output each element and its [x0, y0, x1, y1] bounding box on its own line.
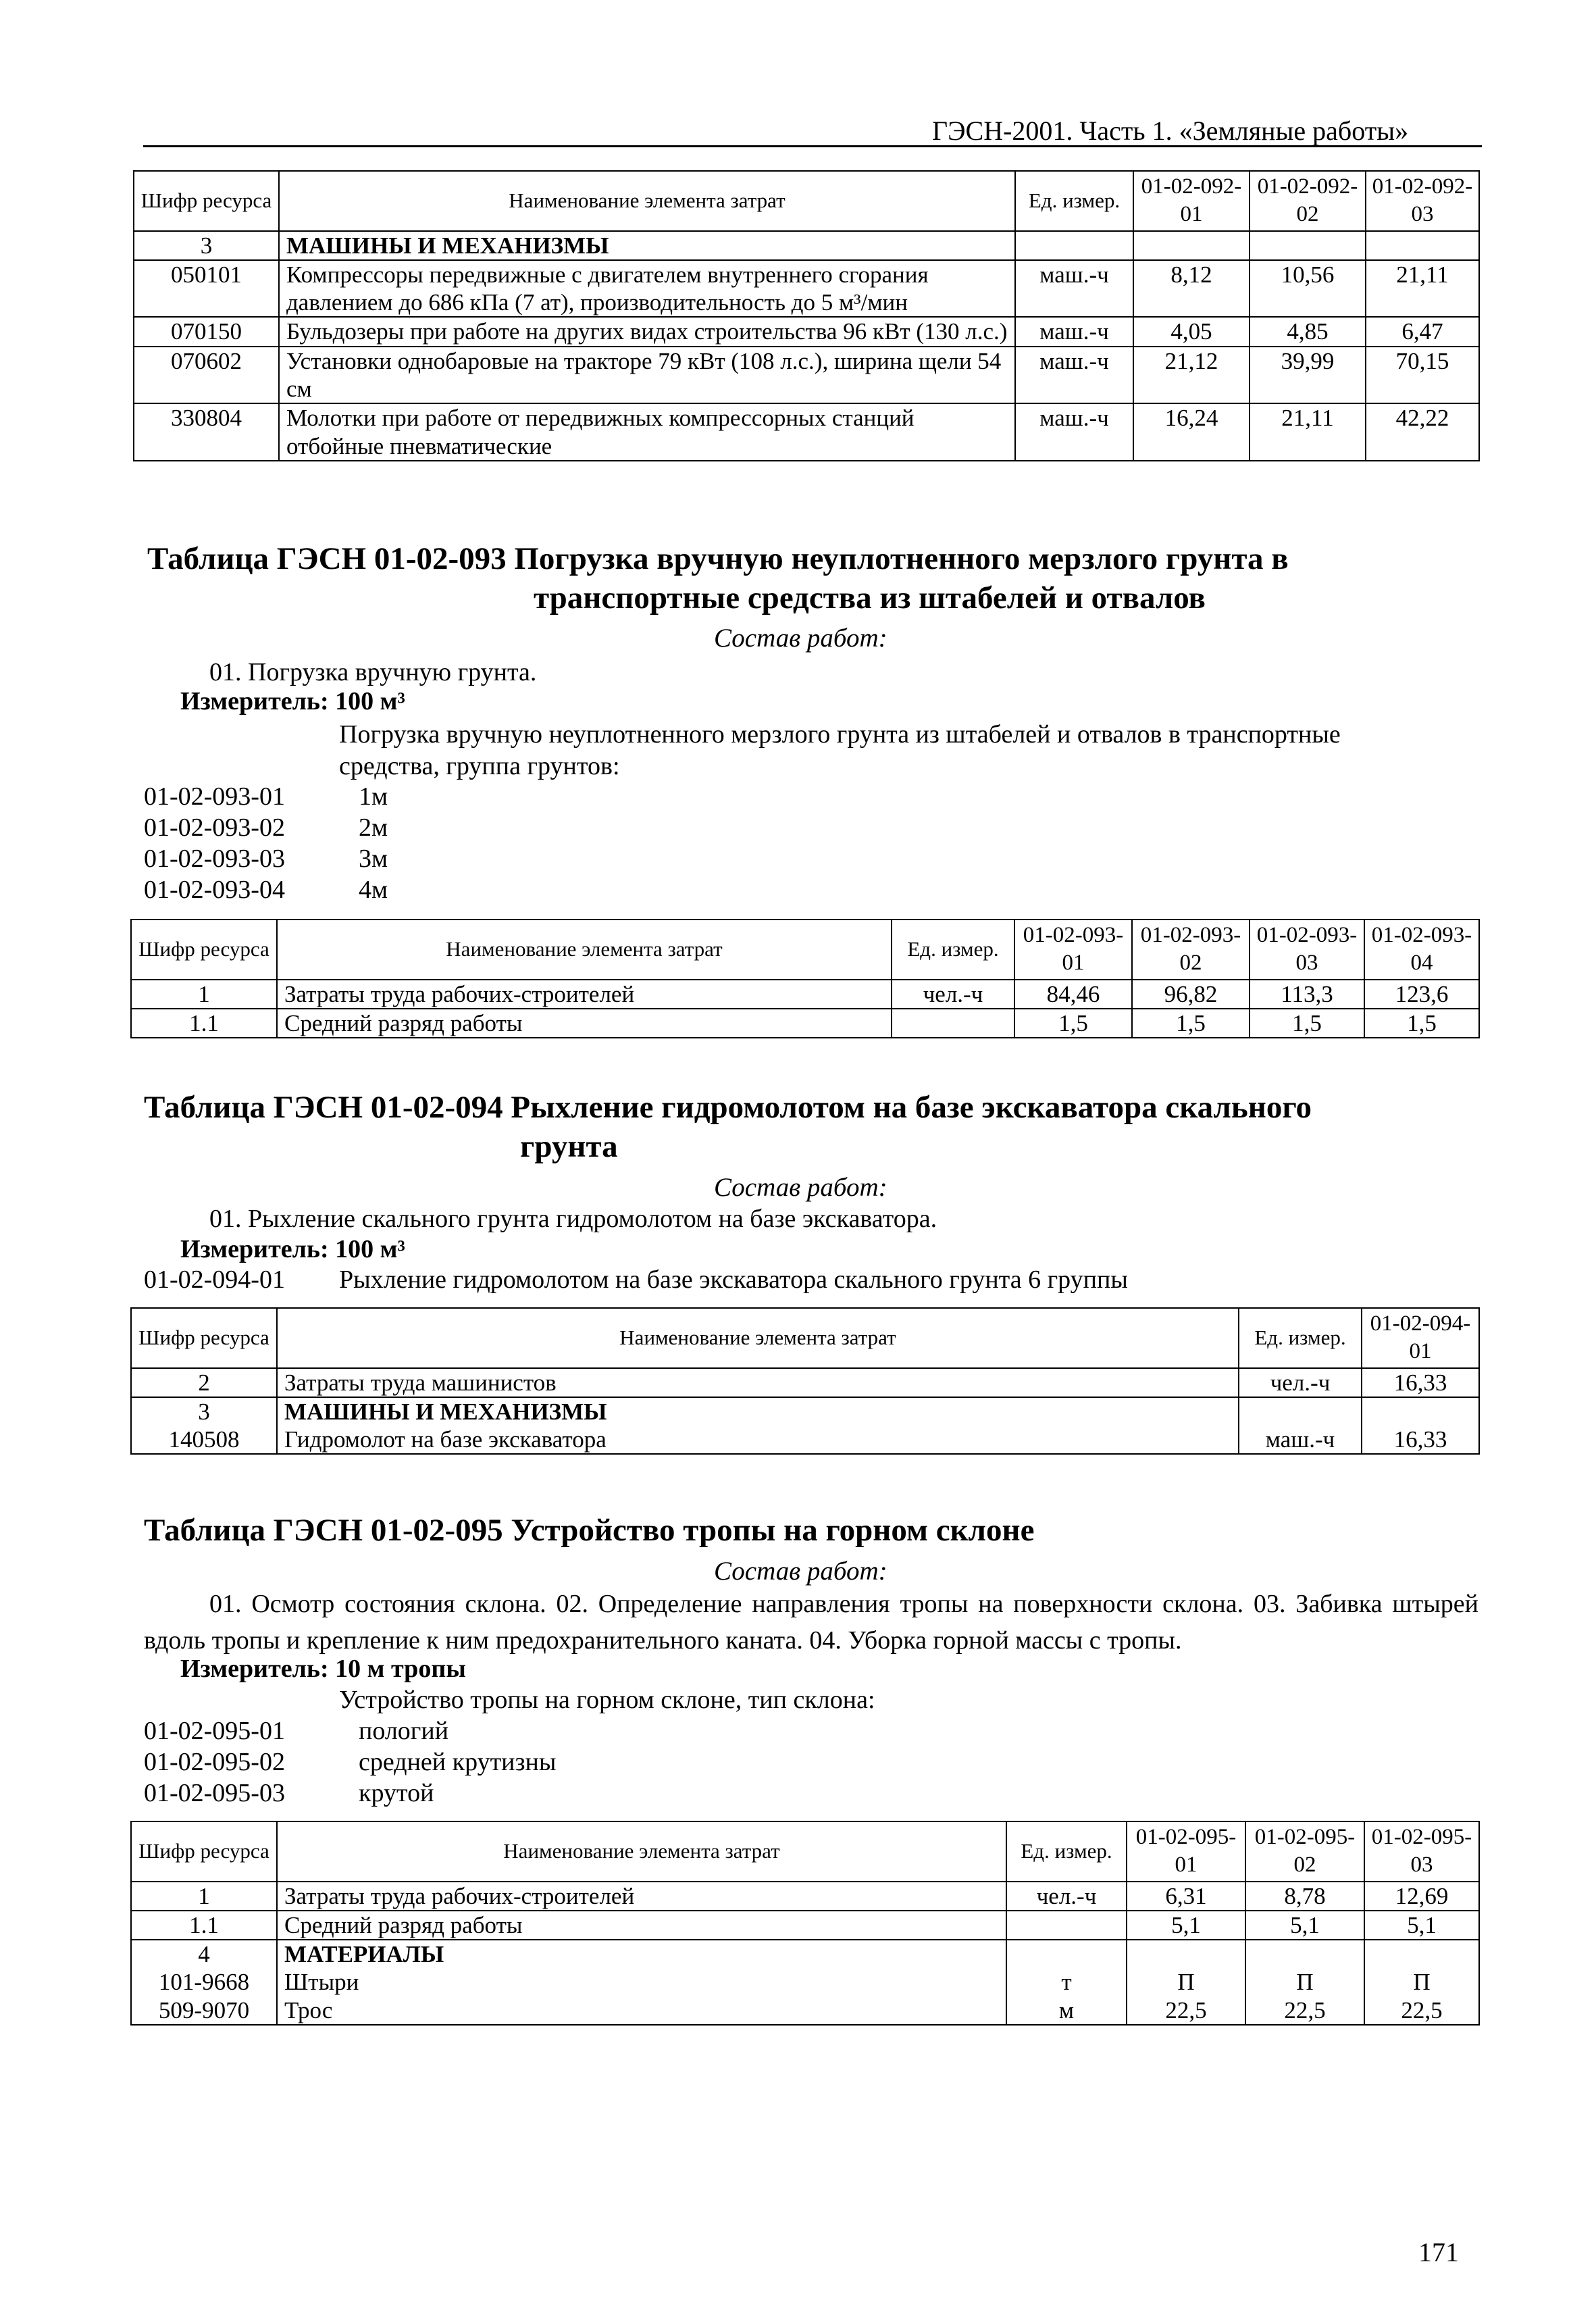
table-092-resources [133, 170, 1480, 461]
row-name: Компрессоры передвижные с двигателем внутреннего сгорания давлением до 686 кПа (7 ат), производительность до 5 м³/мин [279, 260, 1015, 318]
row-unit: маш.-ч [1015, 317, 1133, 346]
section-095-title: Таблица ГЭСН 01-02-095 Устройство тропы на горном склоне [144, 1513, 1035, 1548]
row-value: 5,1 [1245, 1911, 1364, 1940]
section-094-title-line2: грунта [520, 1129, 618, 1164]
row-value: 16,24 [1133, 403, 1250, 461]
norm-item-code: 01-02-095-02 [144, 1748, 285, 1776]
row-value: 39,99 [1250, 347, 1366, 404]
col-header: 01-02-094-01 [1362, 1308, 1479, 1368]
row-code: 2 [131, 1368, 277, 1397]
row-name: Средний разряд работы [277, 1911, 1006, 1940]
row-name: Бульдозеры при работе на других видах строительства 96 кВт (130 л.с.) [279, 317, 1015, 346]
section-094-izmeritel [180, 1234, 405, 1264]
norm-item-label: средней крутизны [359, 1748, 557, 1776]
norm-item-label: 4м [359, 876, 388, 904]
table-row [131, 1996, 1479, 2025]
col-header: Ед. измер. [1239, 1308, 1362, 1368]
norm-item-code: 01-02-093-02 [144, 813, 285, 842]
row-unit: м [1006, 1996, 1127, 2025]
table-row [131, 1426, 1479, 1454]
section-095-sostav-label: Состав работ: [714, 1557, 887, 1586]
row-value [1250, 231, 1366, 260]
row-value: П [1245, 1968, 1364, 1996]
row-value: 10,56 [1250, 260, 1366, 318]
row-unit: т [1006, 1968, 1127, 1996]
row-name: Трос [277, 1996, 1006, 2025]
col-header: 01-02-095-01 [1127, 1821, 1245, 1882]
table-header-row [131, 920, 1479, 980]
row-unit [1006, 1940, 1127, 1968]
row-unit [1015, 231, 1133, 260]
table-row [131, 1940, 1479, 1968]
row-value: 5,1 [1364, 1911, 1479, 1940]
row-code: 1.1 [131, 1911, 277, 1940]
col-header: 01-02-092-02 [1250, 171, 1366, 231]
table-row [131, 1397, 1479, 1426]
row-value: 22,5 [1127, 1996, 1245, 2025]
col-header: 01-02-092-01 [1133, 171, 1250, 231]
row-value: 6,31 [1127, 1882, 1245, 1911]
row-value: 96,82 [1132, 980, 1250, 1009]
col-header: 01-02-093-03 [1250, 920, 1364, 980]
row-value: 113,3 [1250, 980, 1364, 1009]
col-header: Ед. измер. [1015, 171, 1133, 231]
section-093-description-line2: средства, группа грунтов: [339, 752, 620, 780]
row-value: П [1364, 1968, 1479, 1996]
col-header: Шифр ресурса [131, 1821, 277, 1882]
table-row [131, 1911, 1479, 1940]
row-name: Штыри [277, 1968, 1006, 1996]
section-093-description-line1: Погрузка вручную неуплотненного мерзлого грунта из штабелей и отвалов в транспортные [339, 720, 1341, 749]
row-value: 21,11 [1250, 403, 1366, 461]
row-unit [1239, 1397, 1362, 1426]
row-name: Затраты труда рабочих-строителей [277, 1882, 1006, 1911]
section-093-izmeritel [180, 686, 405, 716]
row-value: 1,5 [1364, 1009, 1479, 1038]
izmeritel-value: 10 м тропы [335, 1655, 466, 1683]
norm-item-code: 01-02-093-01 [144, 782, 285, 811]
table-093-resources [130, 919, 1480, 1038]
page-number: 171 [1418, 2237, 1459, 2267]
table-row [131, 980, 1479, 1009]
norm-item-description: Рыхление гидромолотом на базе экскаватора скального грунта 6 группы [339, 1265, 1128, 1294]
col-header: Шифр ресурса [134, 171, 279, 231]
row-unit: маш.-ч [1015, 260, 1133, 318]
col-header: Наименование элемента затрат [277, 1821, 1006, 1882]
table-row [134, 317, 1479, 346]
col-header: 01-02-095-03 [1364, 1821, 1479, 1882]
row-code: 330804 [134, 403, 279, 461]
row-value: 16,33 [1362, 1426, 1479, 1454]
row-unit: чел.-ч [1239, 1368, 1362, 1397]
table-094-resources [130, 1307, 1480, 1455]
norm-item-label: пологий [359, 1717, 449, 1745]
row-code: 1 [131, 980, 277, 1009]
izmeritel-value: 100 м³ [335, 687, 405, 715]
col-header: Шифр ресурса [131, 1308, 277, 1368]
row-unit [1006, 1911, 1127, 1940]
row-code: 3 [131, 1397, 277, 1426]
row-name: Средний разряд работы [277, 1009, 892, 1038]
row-code: 140508 [131, 1426, 277, 1454]
table-095-resources [130, 1821, 1480, 2026]
row-unit [892, 1009, 1014, 1038]
row-value: П [1127, 1968, 1245, 1996]
row-name: Молотки при работе от передвижных компрессорных станций отбойные пневматические [279, 403, 1015, 461]
section-095-work-description: 01. Осмотр состояния склона. 02. Определение направления тропы на поверхности склона. 03. Забивка штырей вдоль тропы и крепление к ним предохранительного каната. 04. Уборка горной массы с тропы. [144, 1590, 1478, 1655]
table-header-row [131, 1821, 1479, 1882]
page-header: ГЭСН-2001. Часть 1. «Земляные работы» [932, 116, 1409, 146]
izmeritel-label: Измеритель: [180, 687, 329, 715]
header-rule [143, 145, 1482, 147]
row-name: МАШИНЫ И МЕХАНИЗМЫ [279, 231, 1015, 260]
row-code: 1.1 [131, 1009, 277, 1038]
izmeritel-label: Измеритель: [180, 1655, 329, 1683]
col-header: Наименование элемента затрат [279, 171, 1015, 231]
table-row [131, 1368, 1479, 1397]
table-row [131, 1882, 1479, 1911]
table-row [134, 347, 1479, 404]
row-value: 4,85 [1250, 317, 1366, 346]
section-093-title-line1: Таблица ГЭСН 01-02-093 Погрузка вручную неуплотненного мерзлого грунта в [147, 541, 1289, 576]
section-095-description: Устройство тропы на горном склоне, тип склона: [339, 1686, 875, 1714]
row-value [1245, 1940, 1364, 1968]
izmeritel-value: 100 м³ [335, 1235, 405, 1263]
norm-item-code: 01-02-093-03 [144, 845, 285, 873]
section-093-sostav-label: Состав работ: [714, 624, 887, 653]
norm-item-code: 01-02-094-01 [144, 1265, 285, 1294]
section-093-title-line2: транспортные средства из штабелей и отвалов [534, 580, 1206, 615]
table-header-row [134, 171, 1479, 231]
row-value: 21,11 [1366, 260, 1479, 318]
row-code: 3 [134, 231, 279, 260]
col-header: Наименование элемента затрат [277, 920, 892, 980]
col-header: 01-02-093-02 [1132, 920, 1250, 980]
row-value: 42,22 [1366, 403, 1479, 461]
norm-item-label: 3м [359, 845, 388, 873]
norm-item-code: 01-02-093-04 [144, 876, 285, 904]
row-value [1127, 1940, 1245, 1968]
table-row [134, 231, 1479, 260]
row-name: Гидромолот на базе экскаватора [277, 1426, 1239, 1454]
section-094-work-description: 01. Рыхление скального грунта гидромолотом на базе экскаватора. [209, 1205, 937, 1233]
norm-item-label: крутой [359, 1779, 434, 1807]
row-unit: чел.-ч [892, 980, 1014, 1009]
col-header: 01-02-093-01 [1014, 920, 1132, 980]
row-value [1366, 231, 1479, 260]
row-value: 22,5 [1245, 1996, 1364, 2025]
row-code: 070602 [134, 347, 279, 404]
row-value: 6,47 [1366, 317, 1479, 346]
section-093-work-description: 01. Погрузка вручную грунта. [209, 658, 537, 686]
col-header: 01-02-095-02 [1245, 1821, 1364, 1882]
row-value: 5,1 [1127, 1911, 1245, 1940]
col-header: 01-02-093-04 [1364, 920, 1479, 980]
table-row [134, 260, 1479, 318]
row-unit: чел.-ч [1006, 1882, 1127, 1911]
col-header: Ед. измер. [1006, 1821, 1127, 1882]
section-094-title-line1: Таблица ГЭСН 01-02-094 Рыхление гидромолотом на базе экскаватора скального [144, 1090, 1312, 1125]
row-value: 22,5 [1364, 1996, 1479, 2025]
row-code: 4 [131, 1940, 277, 1968]
row-value: 84,46 [1014, 980, 1132, 1009]
row-name: МАТЕРИАЛЫ [277, 1940, 1006, 1968]
row-unit: маш.-ч [1239, 1426, 1362, 1454]
row-value: 12,69 [1364, 1882, 1479, 1911]
row-code: 050101 [134, 260, 279, 318]
norm-item-label: 2м [359, 813, 388, 842]
row-name: Затраты труда машинистов [277, 1368, 1239, 1397]
row-value: 1,5 [1132, 1009, 1250, 1038]
table-row [131, 1968, 1479, 1996]
row-value: 8,12 [1133, 260, 1250, 318]
norm-item-code: 01-02-095-01 [144, 1717, 285, 1745]
col-header: Ед. измер. [892, 920, 1014, 980]
row-value: 4,05 [1133, 317, 1250, 346]
row-code: 101-9668 [131, 1968, 277, 1996]
col-header: Наименование элемента затрат [277, 1308, 1239, 1368]
col-header: 01-02-092-03 [1366, 171, 1479, 231]
row-value: 16,33 [1362, 1368, 1479, 1397]
section-095-izmeritel [180, 1654, 466, 1684]
section-094-sostav-label: Состав работ: [714, 1173, 887, 1202]
row-value: 21,12 [1133, 347, 1250, 404]
row-name: Установки однобаровые на тракторе 79 кВт (108 л.с.), ширина щели 54 см [279, 347, 1015, 404]
row-unit: маш.-ч [1015, 403, 1133, 461]
row-value: 1,5 [1014, 1009, 1132, 1038]
table-header-row [131, 1308, 1479, 1368]
row-code: 509-9070 [131, 1996, 277, 2025]
row-unit: маш.-ч [1015, 347, 1133, 404]
norm-item-code: 01-02-095-03 [144, 1779, 285, 1807]
table-row [134, 403, 1479, 461]
row-code: 1 [131, 1882, 277, 1911]
row-value [1364, 1940, 1479, 1968]
izmeritel-label: Измеритель: [180, 1235, 329, 1263]
row-value: 8,78 [1245, 1882, 1364, 1911]
norm-item-label: 1м [359, 782, 388, 811]
row-name: Затраты труда рабочих-строителей [277, 980, 892, 1009]
row-name: МАШИНЫ И МЕХАНИЗМЫ [277, 1397, 1239, 1426]
row-value: 123,6 [1364, 980, 1479, 1009]
col-header: Шифр ресурса [131, 920, 277, 980]
table-row [131, 1009, 1479, 1038]
row-value: 70,15 [1366, 347, 1479, 404]
row-value: 1,5 [1250, 1009, 1364, 1038]
row-value [1362, 1397, 1479, 1426]
row-code: 070150 [134, 317, 279, 346]
row-value [1133, 231, 1250, 260]
